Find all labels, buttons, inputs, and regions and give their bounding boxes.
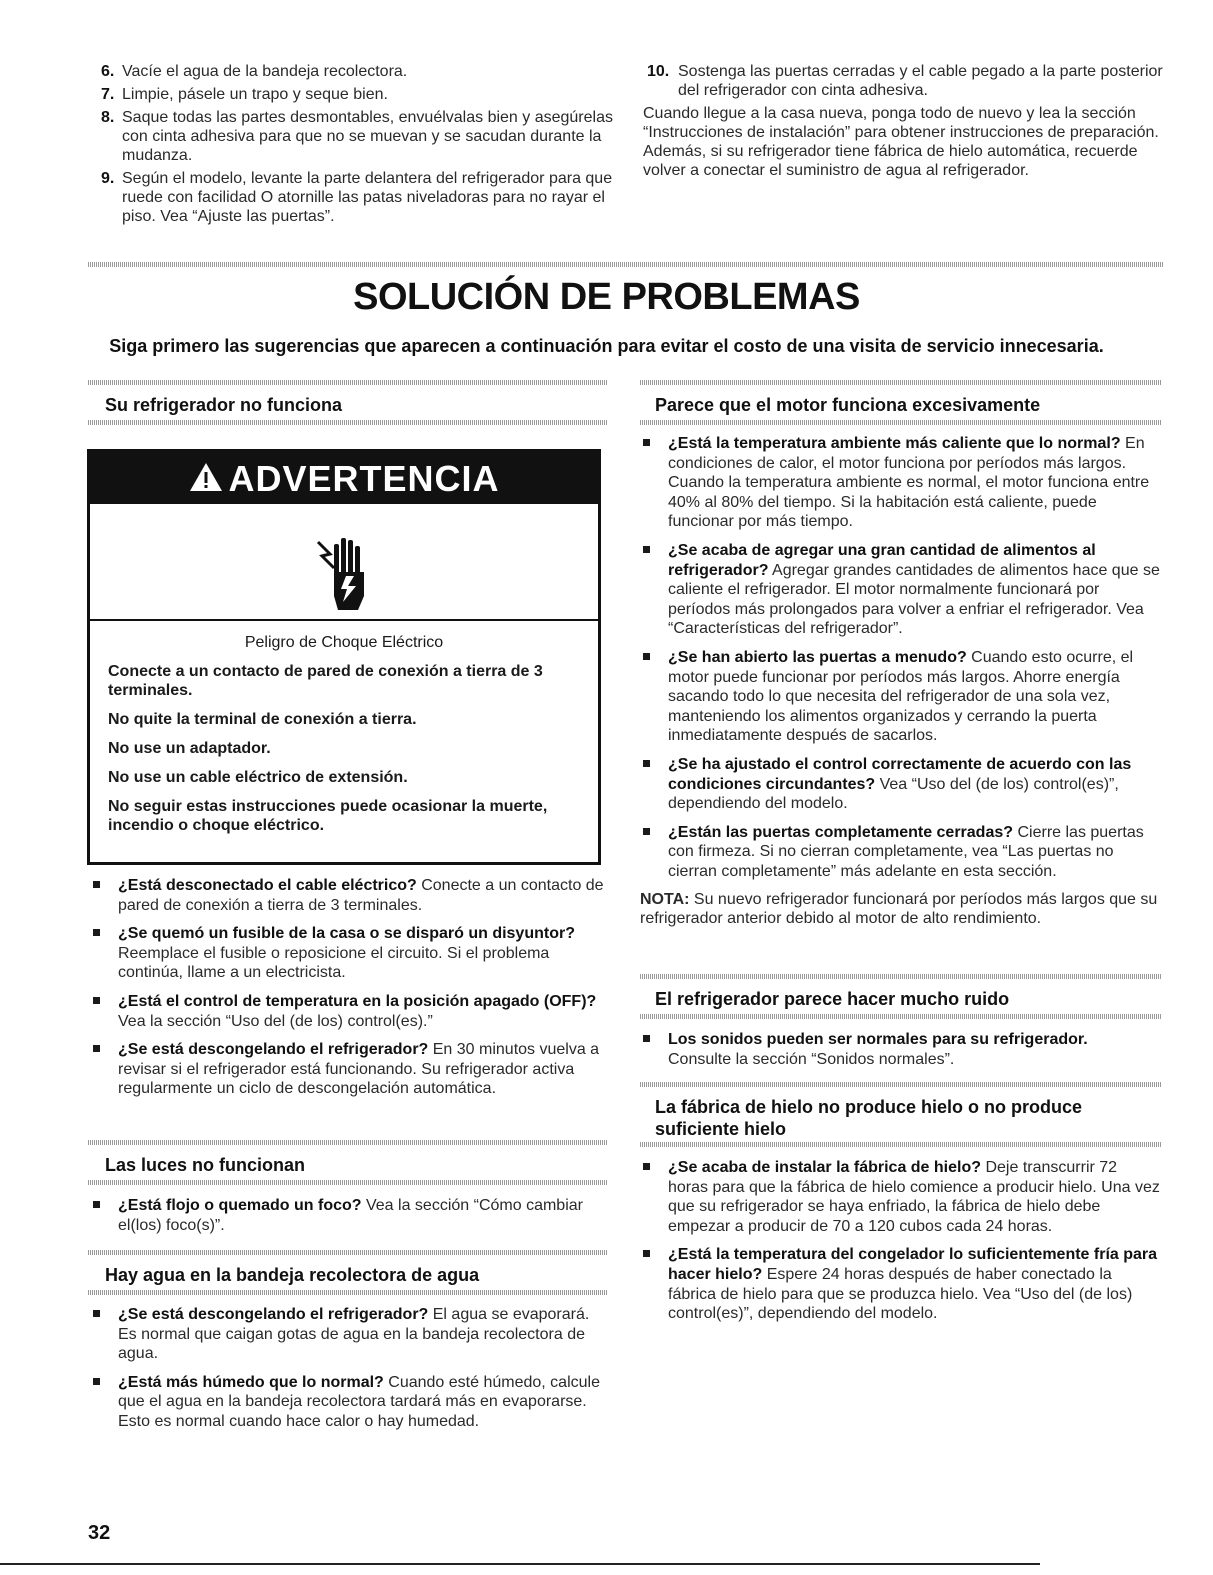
bullet-icon bbox=[643, 546, 650, 553]
divider bbox=[88, 380, 608, 385]
list-item: 7. Limpie, pásele un trapo y seque bien. bbox=[101, 86, 388, 103]
section-agua bbox=[90, 1305, 605, 1441]
bullet-icon bbox=[93, 1310, 100, 1317]
list-item: 10. Sostenga las puertas cerradas y el cable pegado a la parte posterior del refrigerador con cinta adhesiva. bbox=[647, 63, 1163, 99]
bullet-icon bbox=[643, 1250, 650, 1257]
list-item: ¿Se ha ajustado el control correctamente de acuerdo con las condiciones circundantes? Vea “Uso del (de los) control(es)”, dependiendo del modelo. bbox=[640, 755, 1160, 814]
bullet-icon bbox=[93, 1045, 100, 1052]
list-item: 6. Vacíe el agua de la bandeja recolectora. bbox=[101, 63, 408, 80]
electric-shock-hand-icon bbox=[90, 504, 598, 621]
section-heading: Las luces no funcionan bbox=[105, 1155, 306, 1175]
bullet-icon bbox=[93, 1378, 100, 1385]
list-item: ¿Está la temperatura del congelador lo suficientemente fría para hacer hielo? Espere 24 horas después de haber conectado la fábrica de hielo para que se produzca hielo. Vea “Uso del (de los) control(es)”, dependiendo del modelo. bbox=[640, 1245, 1160, 1323]
bullet-icon bbox=[93, 929, 100, 936]
bullet-icon bbox=[643, 653, 650, 660]
bullet-icon bbox=[643, 828, 650, 835]
divider bbox=[640, 1082, 1162, 1087]
page-number: 32 bbox=[88, 1522, 111, 1544]
section-heading: La fábrica de hielo no produce hielo o no produce suficiente hielo bbox=[655, 1097, 1083, 1139]
section-heading: Parece que el motor funciona excesivamente bbox=[655, 395, 1041, 415]
divider bbox=[88, 262, 1163, 267]
paragraph: Cuando llegue a la casa nueva, ponga todo de nuevo y lea la sección “Instrucciones de instalación” para obtener instrucciones de preparación. Además, si su refrigerador tiene fábrica de hielo automática, recuerde volver a conectar el suministro de agua al refrigerador. bbox=[643, 105, 1159, 179]
list-item: Los sonidos pueden ser normales para su refrigerador. Consulte la sección “Sonidos normales”. bbox=[640, 1030, 1160, 1069]
section-hielo bbox=[640, 1158, 1160, 1333]
list-item: ¿Está más húmedo que lo normal? Cuando esté húmedo, calcule que el agua en la bandeja recolectora tardará más en evaporarse. Esto es normal cuando hace calor o hay humedad. bbox=[90, 1373, 605, 1432]
warning-subheading: Peligro de Choque Eléctrico bbox=[244, 634, 444, 651]
warning-box bbox=[87, 449, 601, 865]
section-motor bbox=[640, 434, 1160, 928]
divider bbox=[88, 1140, 608, 1145]
warning-line: No use un adaptador. bbox=[108, 740, 271, 757]
divider bbox=[88, 1290, 608, 1295]
list-item: ¿Están las puertas completamente cerradas? Cierre las puertas con firmeza. Si no cierran completamente, vea “Las puertas no cierran completamente” más adelante en esta sección. bbox=[640, 823, 1160, 882]
list-item: ¿Se acaba de agregar una gran cantidad de alimentos al refrigerador? Agregar grandes cantidades de alimentos hace que se caliente el refrigerador. El motor normalmente funcionará por períodos más prolongados para volver a enfriar el refrigerador. Vea “Características del refrigerador”. bbox=[640, 541, 1160, 639]
divider bbox=[640, 380, 1162, 385]
section-motor-heading bbox=[645, 394, 1160, 416]
warning-header: ADVERTENCIA bbox=[90, 452, 598, 504]
list-item: ¿Está flojo o quemado un foco? Vea la sección “Cómo cambiar el(los) foco(s)”. bbox=[90, 1196, 605, 1235]
section-luces-heading bbox=[95, 1154, 610, 1176]
divider bbox=[640, 1014, 1162, 1019]
list-item: ¿Se está descongelando el refrigerador? El agua se evaporará. Es normal que caigan gotas de agua en la bandeja recolectora de agua. bbox=[90, 1305, 605, 1364]
section-luces bbox=[90, 1196, 605, 1244]
bullet-icon bbox=[93, 1201, 100, 1208]
section-heading: Su refrigerador no funciona bbox=[105, 395, 343, 415]
list-item: 9. Según el modelo, levante la parte delantera del refrigerador para que ruede con facilidad O atornille las patas niveladoras para no rayar el piso. Vea “Ajuste las puertas”. bbox=[101, 170, 613, 225]
warning-line: No use un cable eléctrico de extensión. bbox=[108, 769, 408, 786]
bullet-icon bbox=[93, 881, 100, 888]
footer-rule bbox=[0, 1563, 1040, 1565]
section-no-funciona-heading bbox=[95, 394, 610, 416]
top-left-column bbox=[95, 62, 615, 230]
list-item: ¿Se quemó un fusible de la casa o se disparó un disyuntor? Reemplace el fusible o reposicione el circuito. Si el problema continúa, llame a un electricista. bbox=[90, 924, 605, 983]
section-ruido-heading bbox=[645, 988, 1160, 1010]
section-hielo-heading bbox=[645, 1096, 1125, 1140]
list-item: ¿Está el control de temperatura en la posición apagado (OFF)? Vea la sección “Uso del (de los) control(es).” bbox=[90, 992, 605, 1031]
warning-triangle-icon bbox=[188, 454, 224, 508]
note-paragraph: NOTA: Su nuevo refrigerador funcionará por períodos más largos que su refrigerador anterior debido al motor de alto rendimiento. bbox=[640, 891, 1158, 928]
divider bbox=[640, 420, 1162, 425]
warning-line: No quite la terminal de conexión a tierra. bbox=[108, 711, 417, 728]
divider bbox=[88, 1180, 608, 1185]
section-agua-heading bbox=[95, 1264, 610, 1286]
bullet-icon bbox=[643, 1163, 650, 1170]
section-no-funciona bbox=[90, 876, 605, 1108]
list-item: ¿Se han abierto las puertas a menudo? Cuando esto ocurre, el motor puede funcionar por períodos más largos. Ahorre energía sacando todo lo que necesita del refrigerador de una sola vez, manteniendo los alimentos organizados y cerrando la puerta inmediatamente después de sacarlos. bbox=[640, 648, 1160, 746]
bullet-icon bbox=[643, 439, 650, 446]
section-ruido bbox=[640, 1030, 1160, 1078]
warning-line: Conecte a un contacto de pared de conexión a tierra de 3 terminales. bbox=[108, 663, 543, 699]
divider bbox=[88, 1250, 608, 1255]
list-item: ¿Está desconectado el cable eléctrico? Conecte a un contacto de pared de conexión a tierra de 3 terminales. bbox=[90, 876, 605, 915]
bullet-icon bbox=[93, 997, 100, 1004]
page-title: SOLUCIÓN DE PROBLEMAS bbox=[353, 276, 860, 318]
section-heading: Hay agua en la bandeja recolectora de agua bbox=[105, 1265, 480, 1285]
section-heading: El refrigerador parece hacer mucho ruido bbox=[655, 989, 1010, 1009]
bullet-icon bbox=[643, 760, 650, 767]
top-right-column bbox=[643, 62, 1163, 180]
list-item: ¿Está la temperatura ambiente más caliente que lo normal? En condiciones de calor, el motor funciona por períodos más largos. Cuando la temperatura ambiente es normal, el motor funciona entre 40% al 80% del tiempo. Si la habitación está caliente, puede funcionar por más tiempo. bbox=[640, 434, 1160, 532]
warning-line: No seguir estas instrucciones puede ocasionar la muerte, incendio o choque eléctrico. bbox=[108, 798, 548, 834]
divider bbox=[640, 974, 1162, 979]
list-item: ¿Se acaba de instalar la fábrica de hielo? Deje transcurrir 72 horas para que la fábrica de hielo comience a producir hielo. Una vez que su refrigerador se haya enfriado, la fábrica de hielo debe empezar a producir de 70 a 120 cubos cada 24 horas. bbox=[640, 1158, 1160, 1236]
divider bbox=[88, 420, 608, 425]
divider bbox=[640, 1142, 1162, 1147]
list-item: ¿Se está descongelando el refrigerador? En 30 minutos vuelva a revisar si el refrigerador está funcionando. Su refrigerador activa regularmente un ciclo de descongelación automática. bbox=[90, 1040, 605, 1099]
list-item: 8. Saque todas las partes desmontables, envuélvalas bien y asegúrelas con cinta adhesiva para que no se muevan y se sacudan durante la mudanza. bbox=[101, 109, 613, 164]
bullet-icon bbox=[643, 1035, 650, 1042]
page-subtitle: Siga primero las sugerencias que aparecen a continuación para evitar el costo de una visita de servicio innecesaria. bbox=[109, 336, 1104, 356]
